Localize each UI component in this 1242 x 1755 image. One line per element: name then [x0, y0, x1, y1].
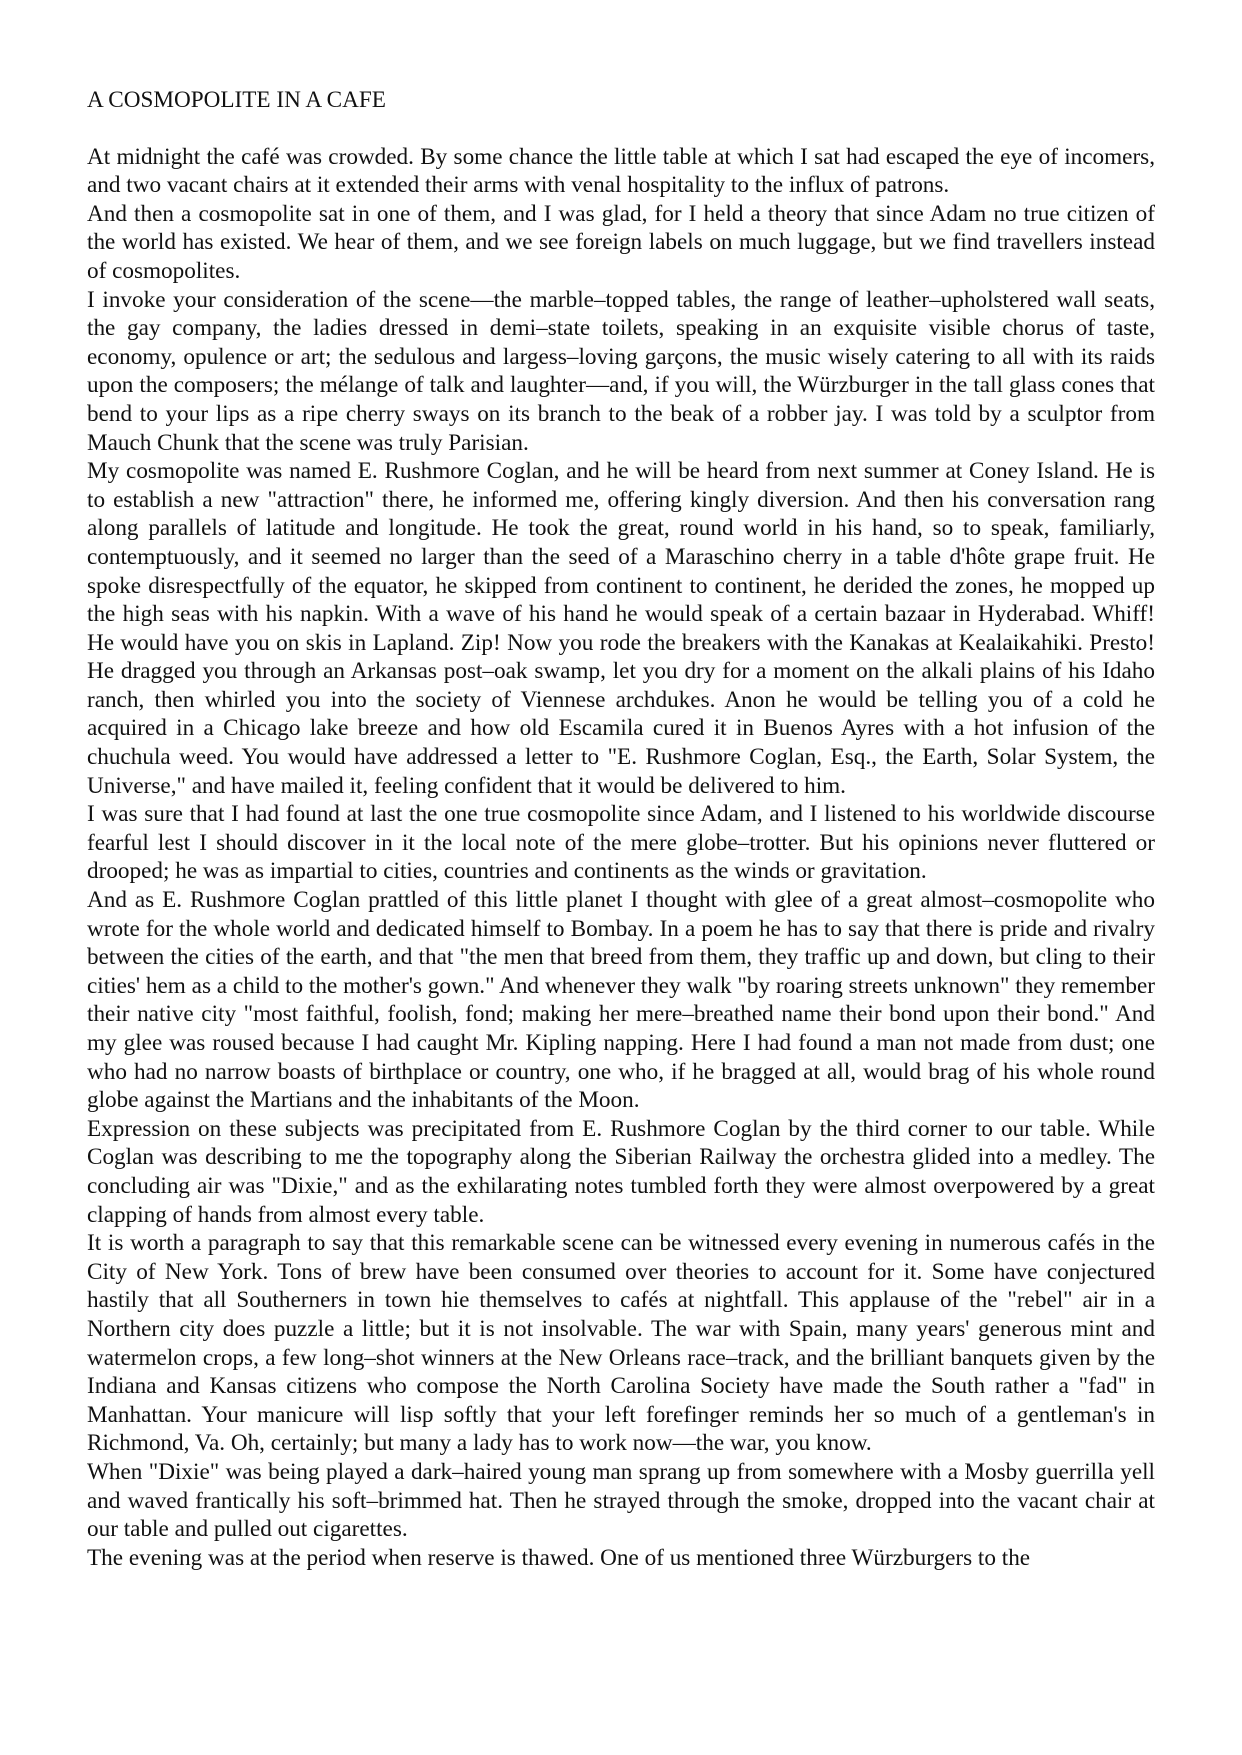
paragraph-5: I was sure that I had found at last the one true cosmopolite since Adam, and I listened to his worldwide discourse fearful lest I should discover in it the local note of the mere globe–trotter. But his opinions never fluttered or drooped; he was as impartial to cities, countries and continents as the winds or gravitation. — [87, 801, 1155, 885]
paragraph-9: When "Dixie" was being played a dark–haired young man sprang up from somewhere with a Mosby guerrilla yell and waved frantically his soft–brimmed hat. Then he strayed through the smoke, dropped into the vacant chair at our table and pulled out cigarettes. — [87, 1458, 1155, 1543]
paragraph-6: And as E. Rushmore Coglan prattled of this little planet I thought with glee of a great almost–cosmopolite who wrote for the whole world and dedicated himself to Bombay. In a poem he has to say that there is pride and rivalry between the cities of the earth, and that "the men that breed from them, they traffic up and down, but cling to their cities' hem as a child to the mother's gown." And whenever they walk "by roaring streets unknown" they remember their native city "most faithful, foolish, fond; making her mere–breathed name their bond upon their bond." And my glee was roused because I had caught Mr. Kipling napping. Here I had found a man not made from dust; one who had no narrow boasts of birthplace or country, one who, if he bragged at all, would brag of his whole round globe against the Martians and the inhabitants of the Moon. — [87, 887, 1155, 1114]
paragraph-3: I invoke your consideration of the scene—the marble–topped tables, the range of leather–upholstered wall seats, the gay company, the ladies dressed in demi–state toilets, speaking in an exquisite visible chorus of taste, economy, opulence or art; the sedulous and largess–loving garçons, the music wisely catering to all with its raids upon the composers; the mélange of talk and laughter—and, if you will, the Würzburger in the tall glass cones that bend to your lips as a ripe cherry sways on its branch to the beak of a robber jay. I was told by a sculptor from Mauch Chunk that the scene was truly Parisian. — [87, 286, 1155, 456]
story-title: A COSMOPOLITE IN A CAFE — [87, 87, 386, 113]
paragraph-8: It is worth a paragraph to say that this remarkable scene can be witnessed every evening in numerous cafés in the City of New York. Tons of brew have been consumed over theories to account for it. Some have conjectured hastily that all Southerners in town hie themselves to cafés at nightfall. This applause of the "rebel" air in a Northern city does puzzle a little; but it is not insolvable. The war with Spain, many years' generous mint and watermelon crops, a few long–shot winners at the New Orleans race–track, and the brilliant banquets given by the Indiana and Kansas citizens who compose the North Carolina Society have made the South rather a "fad" in Manhattan. Your manicure will lisp softly that your left forefinger reminds her so much of a gentleman's in Richmond, Va. Oh, certainly; but many a lady has to work now—the war, you know. — [87, 1230, 1155, 1457]
document-page — [87, 86, 1155, 1572]
paragraph-1: At midnight the café was crowded. By some chance the little table at which I sat had escaped the eye of incomers, and two vacant chairs at it extended their arms with venal hospitality to the influx of patrons. — [87, 143, 1155, 199]
paragraph-2: And then a cosmopolite sat in one of them, and I was glad, for I held a theory that since Adam no true citizen of the world has existed. We hear of them, and we see foreign labels on much luggage, but we find travellers instead of cosmopolites. — [87, 200, 1155, 284]
paragraph-7: Expression on these subjects was precipitated from E. Rushmore Coglan by the third corner to our table. While Coglan was describing to me the topography along the Siberian Railway the orchestra glided into a medley. The concluding air was "Dixie," and as the exhilarating notes tumbled forth they were almost overpowered by a great clapping of hands from almost every table. — [87, 1115, 1155, 1228]
paragraph-10: The evening was at the period when reserve is thawed. One of us mentioned three Würzburgers to the — [87, 1544, 1031, 1571]
paragraph-4: My cosmopolite was named E. Rushmore Coglan, and he will be heard from next summer at Coney Island. He is to establish a new "attraction" there, he informed me, offering kingly diversion. And then his conversation rang along parallels of latitude and longitude. He took the great, round world in his hand, so to speak, familiarly, contemptuously, and it seemed no larger than the seed of a Maraschino cherry in a table d'hôte grape fruit. He spoke disrespectfully of the equator, he skipped from continent to continent, he derided the zones, he mopped up the high seas with his napkin. With a wave of his hand he would speak of a certain bazaar in Hyderabad. Whiff! He would have you on skis in Lapland. Zip! Now you rode the breakers with the Kanakas at Kealaikahiki. Presto! He dragged you through an Arkansas post–oak swamp, let you dry for a moment on the alkali plains of his Idaho ranch, then whirled you into the society of Viennese archdukes. Anon he would be telling you of a cold he acquired in a Chicago lake breeze and how old Escamila cured it in Buenos Ayres with a hot infusion of the chuchula weed. You would have addressed a letter to "E. Rushmore Coglan, Esq., the Earth, Solar System, the Universe," and have mailed it, feeling confident that it would be delivered to him. — [87, 458, 1155, 799]
